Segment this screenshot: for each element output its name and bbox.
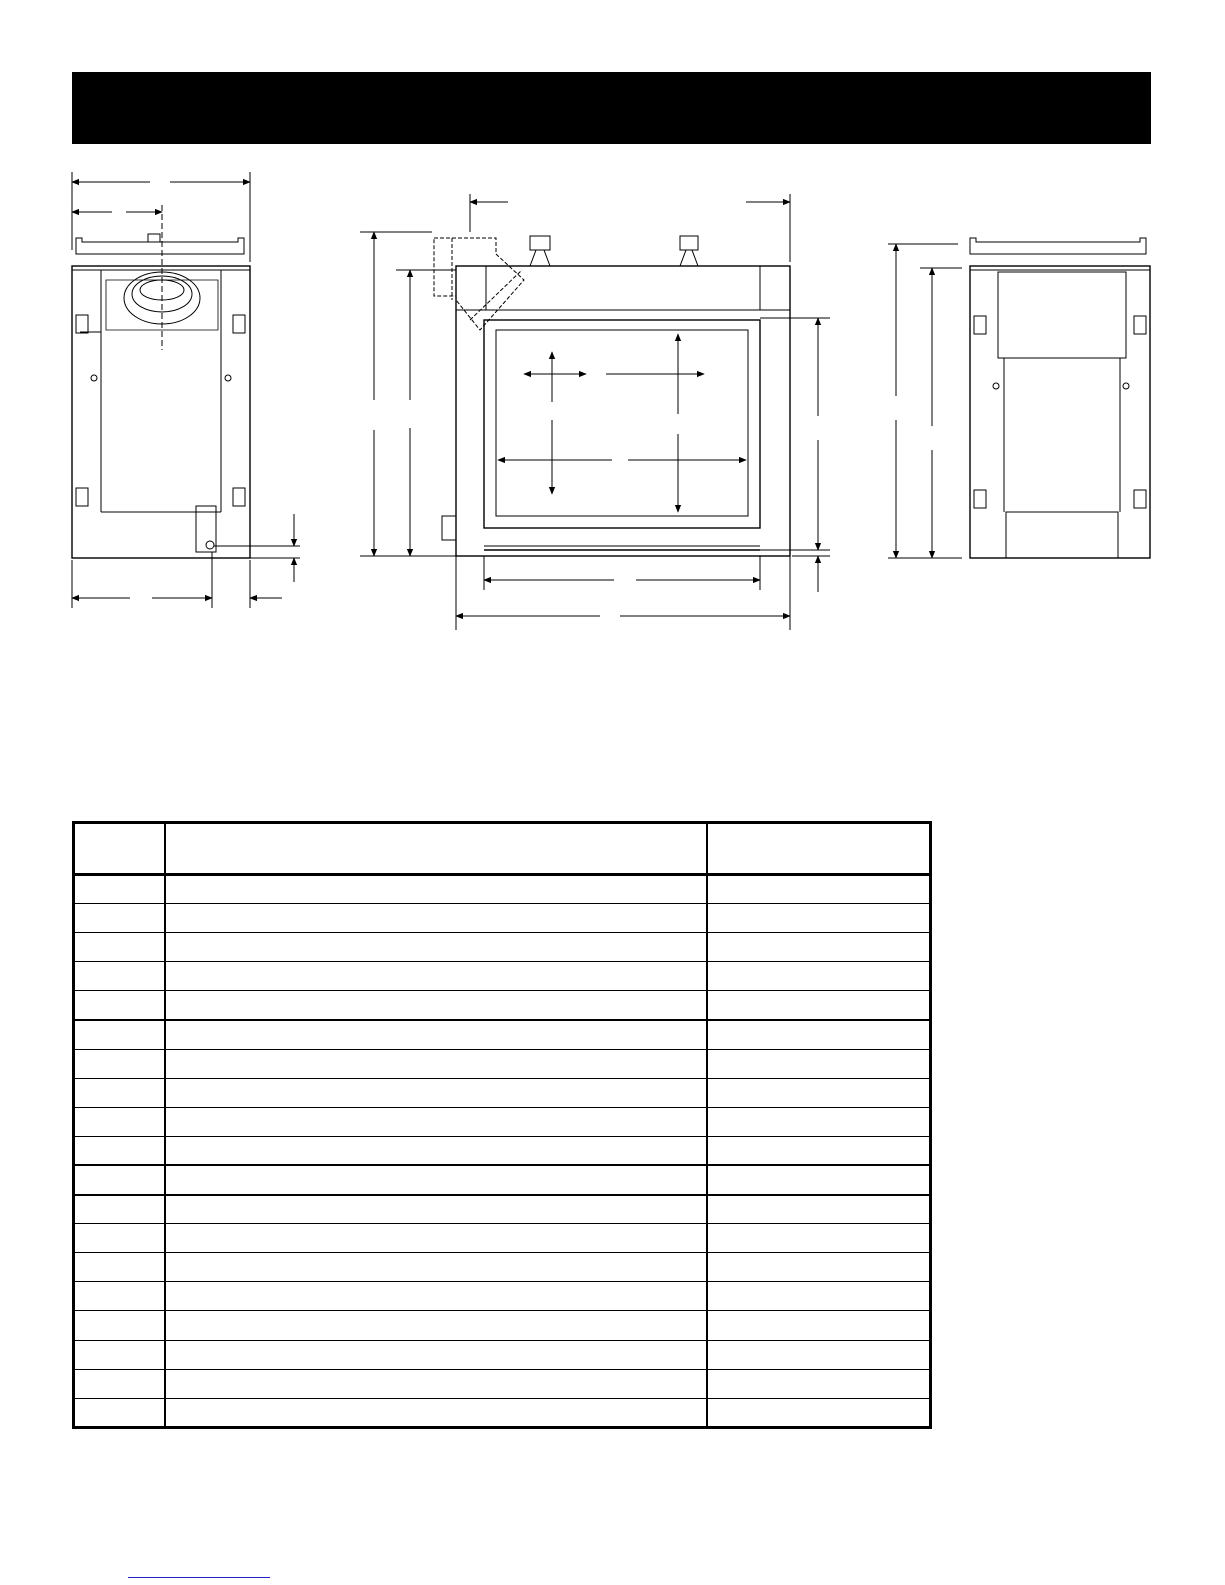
table-row <box>74 1340 931 1369</box>
table-cell <box>165 1311 707 1340</box>
table-cell <box>707 1398 931 1427</box>
table-cell <box>165 1136 707 1165</box>
rear-view <box>888 238 1150 558</box>
table-cell <box>74 1165 166 1194</box>
table-row <box>74 933 931 962</box>
table-cell <box>707 962 931 991</box>
table-cell <box>74 1369 166 1398</box>
table-cell <box>74 1136 166 1165</box>
table-row <box>74 1078 931 1107</box>
table-cell <box>707 904 931 933</box>
table-cell <box>74 1078 166 1107</box>
table-row <box>74 1107 931 1136</box>
table-header-cell <box>707 823 931 875</box>
table-row <box>74 962 931 991</box>
table-cell <box>707 1282 931 1311</box>
side-view <box>72 172 300 608</box>
table-cell <box>165 1282 707 1311</box>
table-row <box>74 991 931 1020</box>
table-row <box>74 1398 931 1427</box>
table-cell <box>165 1398 707 1427</box>
table-row <box>74 1253 931 1282</box>
table-row <box>74 1369 931 1398</box>
table-cell <box>165 1369 707 1398</box>
table-cell <box>165 1195 707 1224</box>
table-cell <box>74 1282 166 1311</box>
table-row <box>74 904 931 933</box>
table-cell <box>707 875 931 904</box>
table-header-cell <box>74 823 166 875</box>
table-row <box>74 1311 931 1340</box>
table-cell <box>707 1195 931 1224</box>
table-cell <box>74 1311 166 1340</box>
table-cell <box>165 1253 707 1282</box>
table-cell <box>74 1340 166 1369</box>
table-cell <box>165 1020 707 1049</box>
table-cell <box>165 1165 707 1194</box>
table-cell <box>165 904 707 933</box>
table-row <box>74 1136 931 1165</box>
table-cell <box>707 1078 931 1107</box>
table-cell <box>74 1253 166 1282</box>
table-cell <box>707 1107 931 1136</box>
table-row <box>74 1165 931 1194</box>
table-cell <box>74 1398 166 1427</box>
table-cell <box>74 1224 166 1253</box>
table-cell <box>74 962 166 991</box>
table-header-cell <box>165 823 707 875</box>
table-cell <box>165 1078 707 1107</box>
table-cell <box>707 1340 931 1369</box>
fireplace-dimension-diagram <box>0 0 1225 660</box>
table-cell <box>74 875 166 904</box>
table-row <box>74 1049 931 1078</box>
table-cell <box>707 1049 931 1078</box>
table-cell <box>165 1107 707 1136</box>
table-row <box>74 1224 931 1253</box>
table-cell <box>165 1224 707 1253</box>
table-row <box>74 1020 931 1049</box>
table-cell <box>165 875 707 904</box>
table-cell <box>74 991 166 1020</box>
table-header-row <box>74 823 931 875</box>
table-cell <box>74 1195 166 1224</box>
front-view <box>360 194 830 630</box>
footer-link-underline[interactable] <box>128 1577 270 1578</box>
table-cell <box>74 904 166 933</box>
specifications-table <box>72 821 932 1429</box>
table-cell <box>74 933 166 962</box>
table-cell <box>74 1049 166 1078</box>
table-cell <box>165 933 707 962</box>
table-cell <box>707 1165 931 1194</box>
table-cell <box>165 991 707 1020</box>
table-row <box>74 875 931 904</box>
table-cell <box>707 1224 931 1253</box>
table-cell <box>707 1253 931 1282</box>
table-cell <box>74 1107 166 1136</box>
table-cell <box>74 1020 166 1049</box>
table-row <box>74 1282 931 1311</box>
table-cell <box>165 962 707 991</box>
table-cell <box>707 1311 931 1340</box>
table-cell <box>707 1369 931 1398</box>
table-cell <box>707 1020 931 1049</box>
table-cell <box>707 991 931 1020</box>
table-row <box>74 1195 931 1224</box>
table-cell <box>707 933 931 962</box>
table-cell <box>707 1136 931 1165</box>
table-cell <box>165 1049 707 1078</box>
table-cell <box>165 1340 707 1369</box>
